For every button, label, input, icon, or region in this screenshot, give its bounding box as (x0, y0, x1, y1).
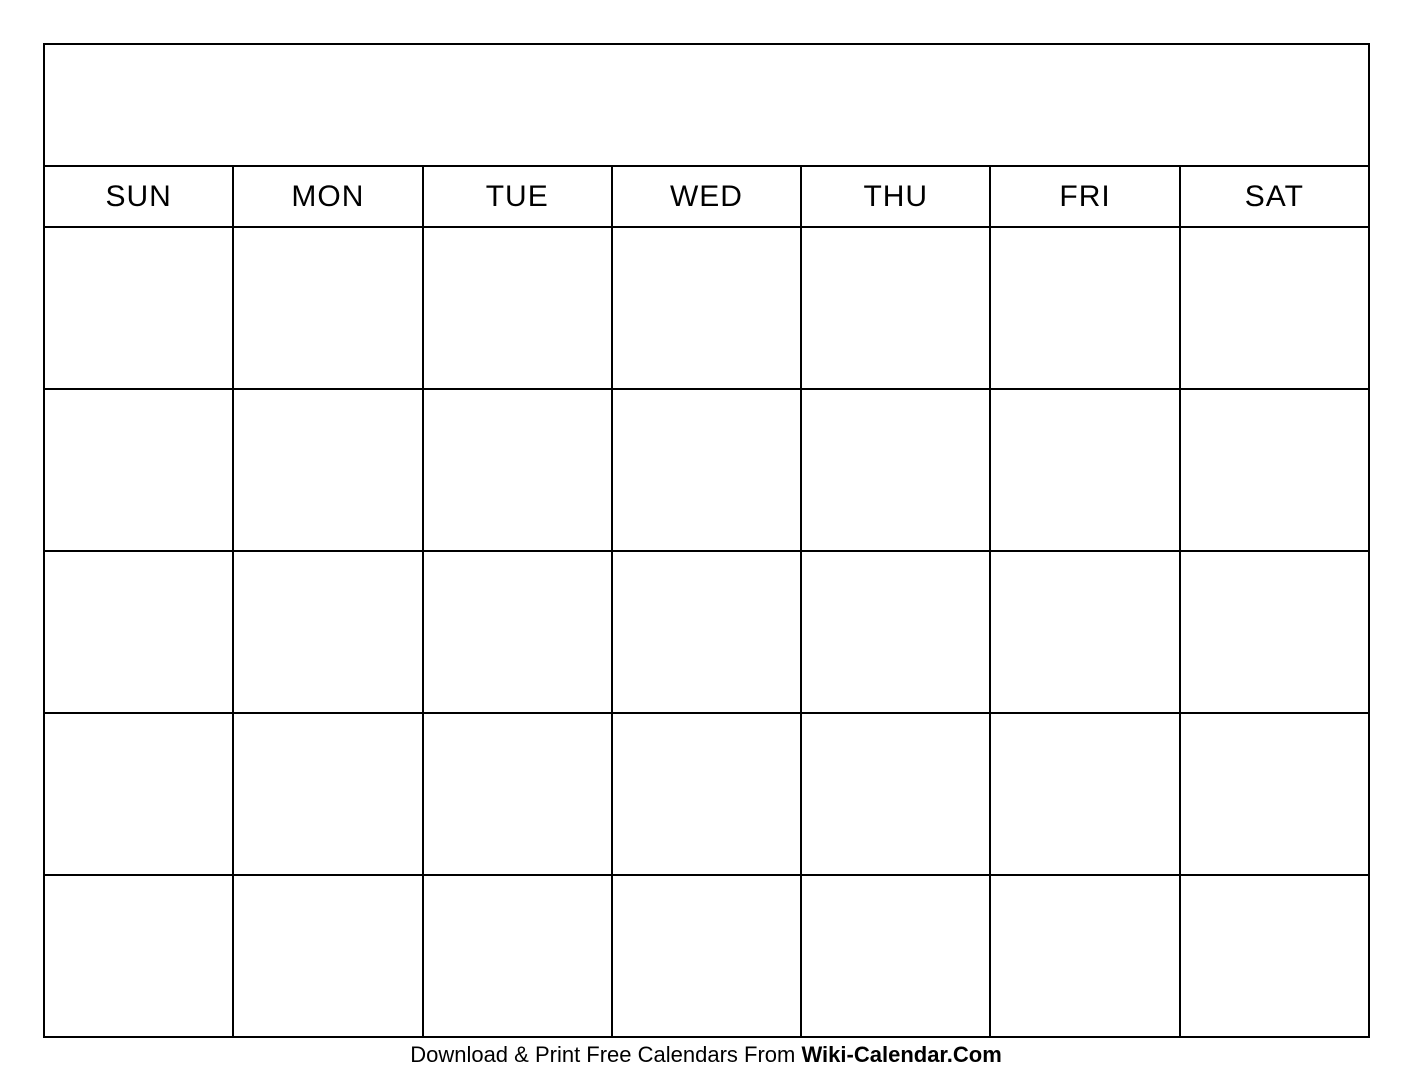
footer-text: Download & Print Free Calendars From (410, 1042, 796, 1067)
calendar-cell (612, 713, 801, 875)
calendar-cell (990, 389, 1179, 551)
calendar-cell (990, 875, 1179, 1037)
calendar-cell (44, 875, 233, 1037)
calendar-title-box (44, 44, 1369, 166)
calendar-week-row (44, 227, 1369, 389)
calendar-cell (1180, 389, 1369, 551)
calendar-cell (423, 551, 612, 713)
day-header-sat: SAT (1180, 166, 1369, 227)
day-header-row (44, 166, 1369, 227)
calendar-cell (423, 875, 612, 1037)
calendar-week-row (44, 713, 1369, 875)
calendar-cell (233, 551, 422, 713)
calendar-grid (44, 227, 1369, 1037)
calendar-cell (44, 389, 233, 551)
title-row (44, 44, 1369, 166)
calendar-cell (990, 227, 1179, 389)
calendar-cell (233, 875, 422, 1037)
calendar-cell (233, 227, 422, 389)
calendar-cell (612, 875, 801, 1037)
calendar-week-row (44, 875, 1369, 1037)
calendar-cell (423, 227, 612, 389)
calendar-week-row (44, 389, 1369, 551)
calendar-cell (801, 875, 990, 1037)
calendar-cell (423, 713, 612, 875)
day-header-wed: WED (612, 166, 801, 227)
day-header-fri: FRI (990, 166, 1179, 227)
calendar-cell (44, 227, 233, 389)
day-header-thu: THU (801, 166, 990, 227)
calendar-cell (44, 551, 233, 713)
calendar-cell (233, 713, 422, 875)
calendar-cell (801, 389, 990, 551)
calendar-cell (801, 713, 990, 875)
calendar-table (43, 43, 1370, 1038)
calendar-cell (423, 389, 612, 551)
footer-brand: Wiki-Calendar.Com (801, 1042, 1002, 1067)
calendar-cell (1180, 713, 1369, 875)
calendar-cell (990, 551, 1179, 713)
calendar-cell (801, 227, 990, 389)
footer-credit (0, 1042, 1412, 1068)
calendar-cell (612, 551, 801, 713)
day-header-sun: SUN (44, 166, 233, 227)
calendar-cell (990, 713, 1179, 875)
calendar-cell (612, 227, 801, 389)
calendar-cell (1180, 227, 1369, 389)
calendar-cell (612, 389, 801, 551)
calendar-cell (233, 389, 422, 551)
calendar-cell (1180, 551, 1369, 713)
calendar-cell (801, 551, 990, 713)
day-header-mon: MON (233, 166, 422, 227)
day-header-tue: TUE (423, 166, 612, 227)
calendar-cell (1180, 875, 1369, 1037)
calendar-week-row (44, 551, 1369, 713)
calendar-cell (44, 713, 233, 875)
